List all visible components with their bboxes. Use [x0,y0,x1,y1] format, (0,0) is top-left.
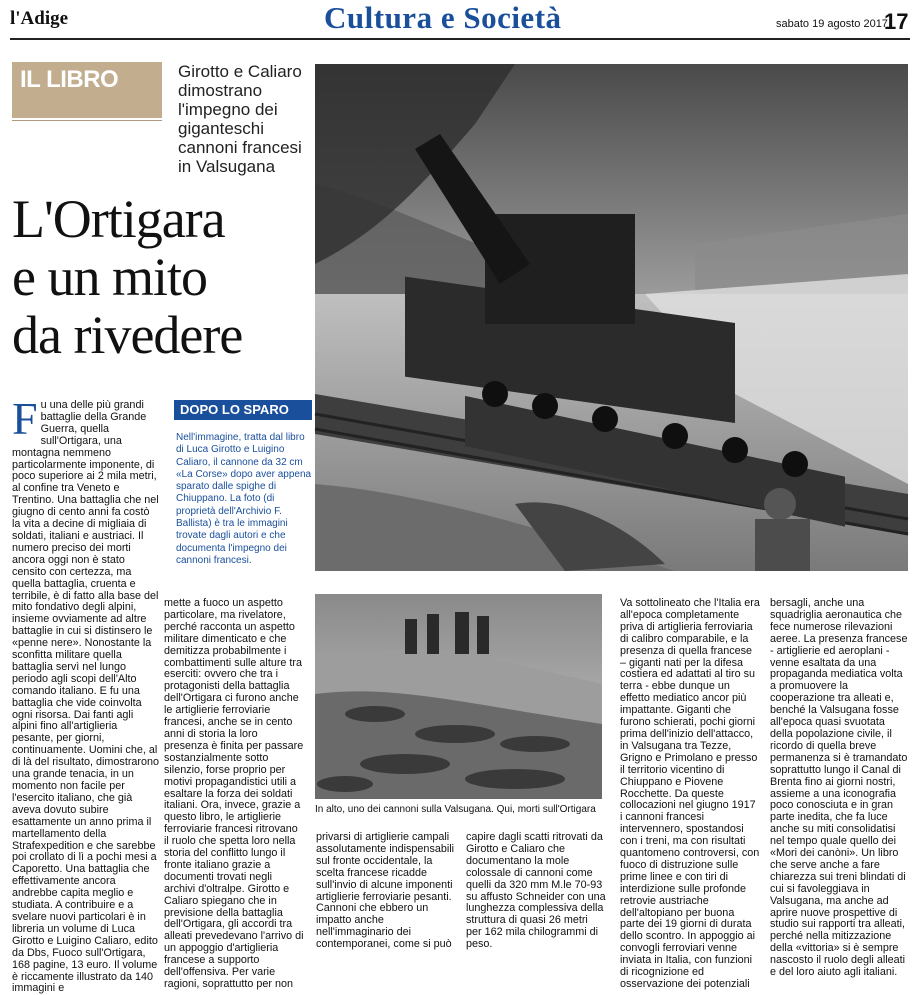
article-text-1: u una delle più grandi battaglie della Grande Guerra, quella sull'Ortigara, una montagna nemmeno particolarmente imponente, di poco superiore ai 2 mila metri, al confine tra Veneto e Trentino. Una battaglia che nel giugno di cento anni fa costò la vita a decine di migliaia di soldati, italiani e austriaci. Il numero preciso dei morti ancora oggi non è stato censito con certezza, ma quella battaglia, cruenta e terribile, è di fatto alla base del mito fondativo degli alpini, insieme ovviamente ad altre battaglie in cui si distinsero le «penne nere». Nonostante la sconfitta militare quella battaglia servì nel lungo periodo agli scopi dell'Alto comando italiano. E fu una battaglia che vide coinvolta ogni risorsa. Dai fanti agli alpini fino all'artiglieria pesante, per giorni, continuamente. Uomini che, al di là del risultato, dimostrarono una grande tenacia, in un momento non facile per l'esercito italiano, che già aveva dovuto subire esattamente un anno prima il martellamento della Strafexpedition e che sarebbe poi crollato di lì a pochi mesi a Caporetto. Una battaglia che effettivamente ancora andrebbe capita meglio e studiata. A contribuire e a svelare nuovi particolari è in libreria un volume di Luca Girotto e Luigino Caliaro, edito da Dbs, Fuoco sull'Ortigara, 168 pagine, 13 euro. Il volume è riccamente illustrato da 140 immagini e [12,399,160,995]
page-number: 17 [884,9,909,34]
kicker-label: IL LIBRO [20,66,119,93]
article-column-2: mette a fuoco un aspetto particolare, ma rivelatore, perché racconta un aspetto militare dimenticato e che demitizza probabilmente i combattimenti sulle alture tra eserciti: ovvero che tra i protagonisti della battaglia dell'Ortigara ci furono anche le artiglierie ferroviarie francesi, anche se in cento anni di storia la loro presenza è finita per passare sostanzialmente sotto silenzio, forse proprio per motivi propagandistici utili a esaltare la forza dei soldati italiani. Ora, invece, grazie a questo libro, le artiglierie ferroviarie francesi ritrovano il ruolo che spetta loro nella storia del conflitto lungo il fronte italiano grazie a documenti trovati negli archivi d'oltralpe. Girotto e Caliaro spiegano che in previsione della battaglia dell'Ortigara, gli accordi tra alleati prevedevano l'arrivo di un appoggio d'artiglieria francese a supporto dell'offensiva. Per varie ragioni, soprattutto per non [164,597,304,990]
sidebar-title-box [174,400,312,420]
headline-line-3: da rivedere [12,305,243,365]
headline [12,190,312,364]
sidebar-text: Nell'immagine, tratta dal libro di Luca Girotto e Luigino Caliaro, il cannone da 32 cm «La Corse» dopo aver appena sparato dalle spighe di Chiuppano. La foto (di proprietà dell'Archivio F. Ballista) è tra le immagini trovate dagli autori e che documenta l'impegno dei cannoni francesi. [176,432,312,566]
ortigara-battlefield-photo [315,594,602,799]
railway-cannon-photo [315,64,908,571]
section-title: Cultura e Società [324,0,562,35]
article-column-1 [12,393,160,995]
article-column-5: Va sottolineato che l'Italia era all'epoca completamente priva di artiglieria ferroviaria di calibro comparabile, e la presenza di quella francese – giganti nati per la difesa costiera ed adattati al tiro su terra - ebbe dunque un effetto mediatico ancor più impattante. Giganti che furono schierati, pochi giorni prima dell'inizio dell'attacco, in Valsugana tra Tezze, Grigno e Primolano e presso il territorio vicentino di Chiuppano e Piovene Rocchette. Da queste collocazioni nel giugno 1917 i cannoni francesi intervennero, spostandosi con i treni, ma con risultati quantomeno controversi, con fuoco di distruzione sulle prime linee e con tiri di interdizione sulle profonde retrovie austriache dell'altopiano per buona parte dei 19 giorni di durata dello scontro. In appoggio ai convogli ferroviari venne inviata in Italia, con funzioni di ricognizione ed osservazione dei potenziali [620,597,760,990]
kicker-box [12,62,162,118]
article-column-3: privarsi di artiglierie campali assolutamente indispensabili sul fronte occidentale, la scelta francese ricadde sull'invio di alcune imponenti artiglierie ferroviarie pesanti. Cannoni che ebbero un impatto anche nell'immaginario dei contemporanei, come si può [316,831,455,951]
photo-caption: In alto, uno dei cannoni sulla Valsugana. Qui, morti sull'Ortigara [315,804,596,815]
headline-line-1: L'Ortigara [12,189,225,249]
sidebar-title: DOPO LO SPARO [180,402,289,417]
article-column-4: capire dagli scatti ritrovati da Girotto e Caliaro che documentano la mole colossale di cannoni come quelli da 320 mm M.le 70-93 su affusto Schneider con una lunghezza complessiva della struttura di quasi 26 metri per 162 mila chilogrammi di peso. [466,831,606,951]
article-column-6: bersagli, anche una squadriglia aeronautica che fece numerose rilevazioni aeree. La presenza francese - artiglierie ed aeroplani - venne esaltata da una propaganda mediatica volta a promuovere la cooperazione tra alleati e, benché la Valsugana fosse all'epoca quasi svuotata della popolazione civile, il ricordo di quella breve permanenza si è tramandato soprattutto lungo il Canal di Brenta fino ai giorni nostri, assieme a una iconografia poco conosciuta e in gran parte inedita, che fa luce anche su miti consolidatisi nel tempo quale quello dei «Mori dei canòni». Un libro che serve anche a fare chiarezza sui treni blindati di cui si favoleggiava in Valsugana, ma anche ad aprire nuove prospettive di studio sui rapporti tra alleati, perché nella mitizzazione della «vittoria» si è sempre nascosto il ruolo degli alleati e del loro aiuto agli italiani. [770,597,908,979]
header-rule [10,38,910,40]
drop-cap: F [12,393,38,444]
issue-date: sabato 19 agosto 2017 [776,18,888,30]
subheadline: Girotto e Caliaro dimostrano l'impegno dei giganteschi cannoni francesi in Valsugana [178,62,302,176]
headline-line-2: e un mito [12,247,207,307]
kicker-rule [12,120,162,121]
newspaper-name: l'Adige [10,8,69,29]
